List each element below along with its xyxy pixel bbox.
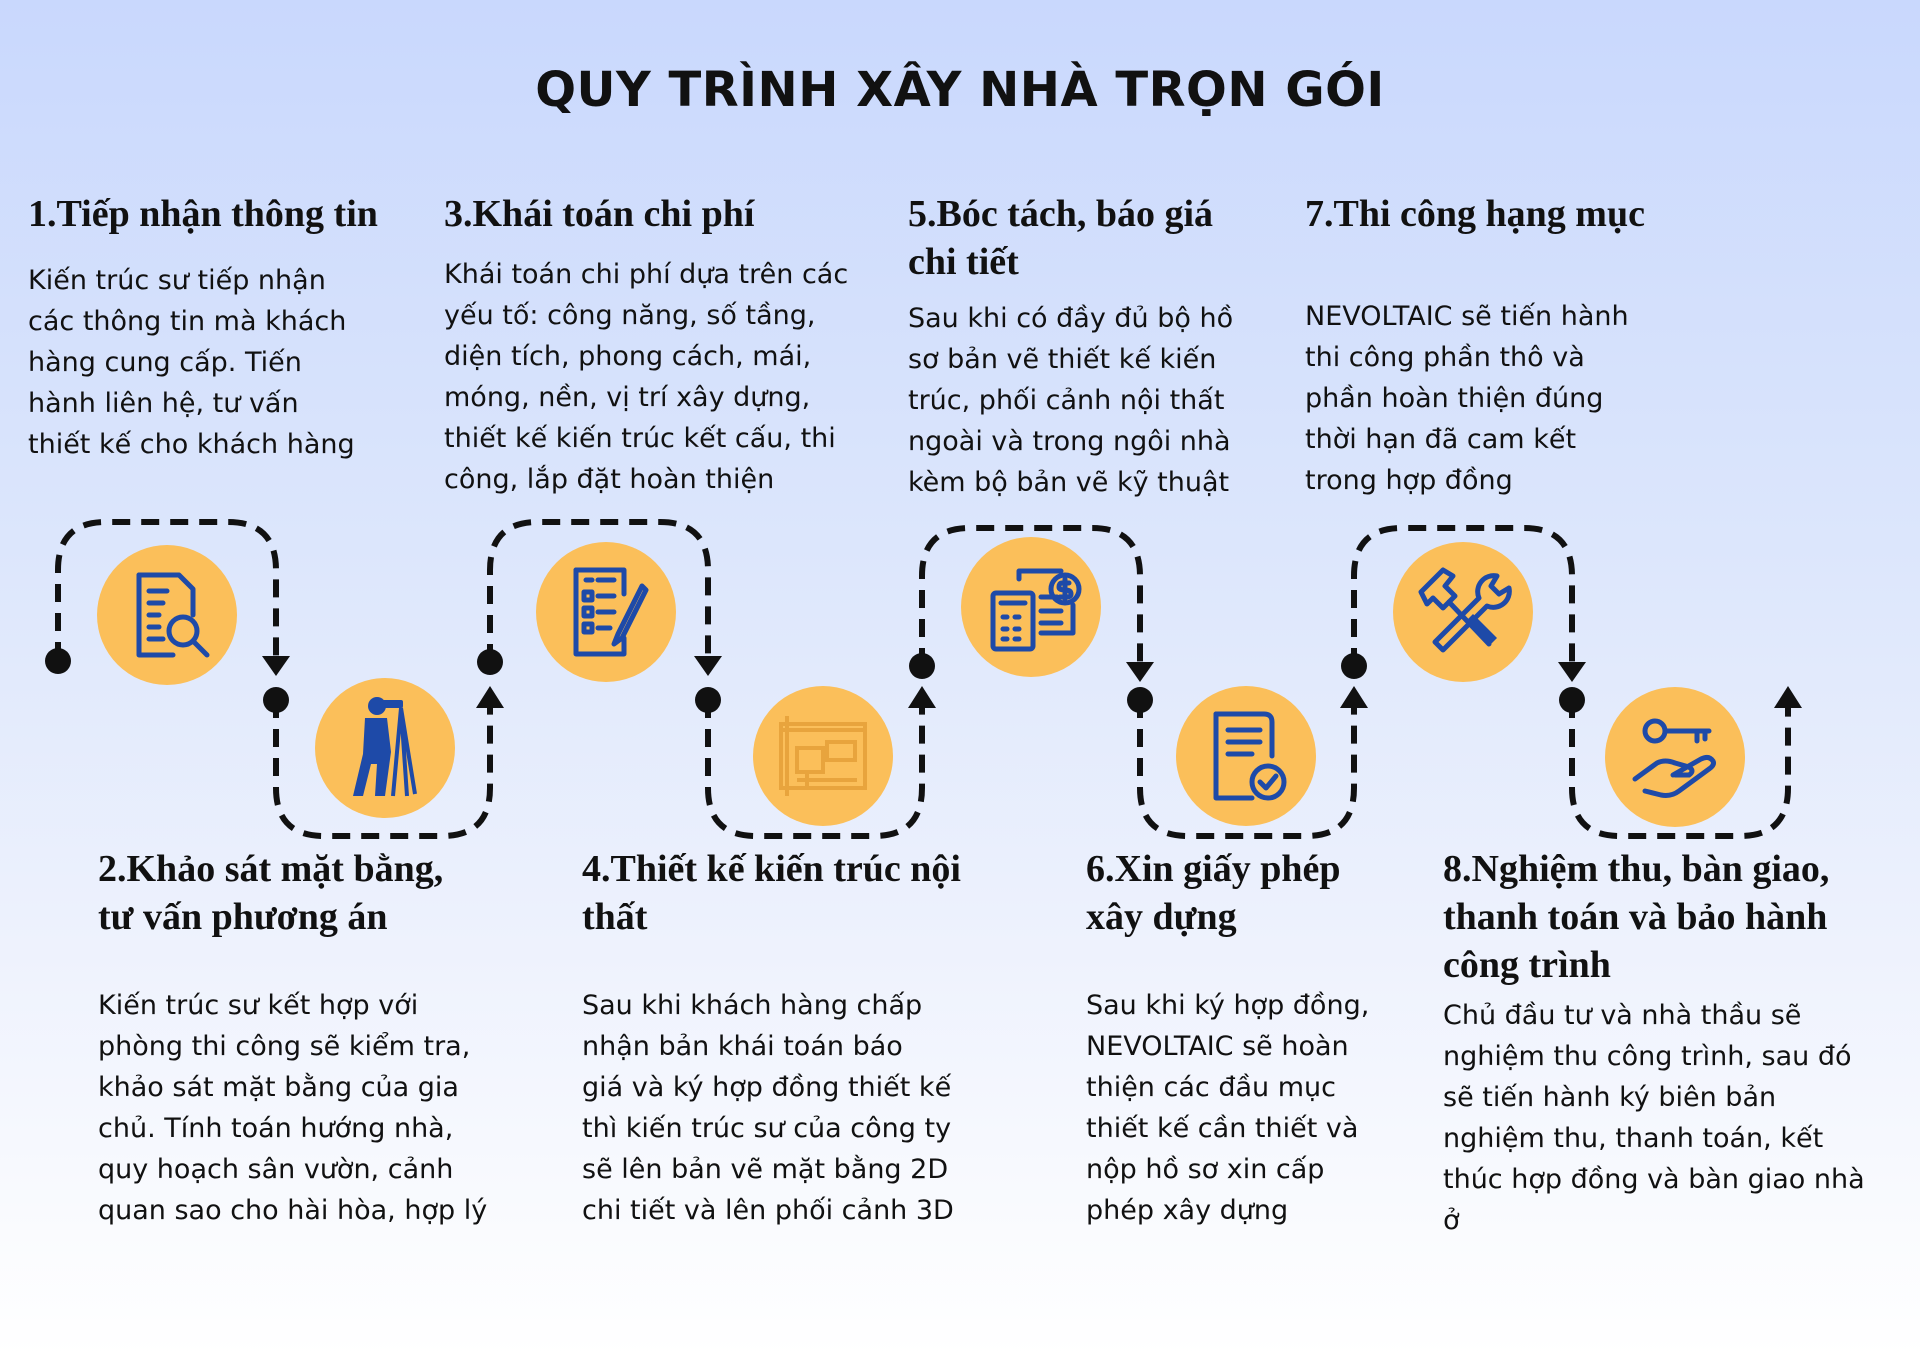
step-description: Sau khi ký hợp đồng, NEVOLTAIC sẽ hoàn thiện các đầu mục thiết kế cần thiết và nộp hồ sơ xin cấp phép xây dựng	[1086, 990, 1370, 1226]
flow-node	[477, 649, 503, 675]
calculator-invoice-icon	[961, 537, 1101, 677]
step-title: 6.Xin giấy phép xây dựng	[1086, 848, 1341, 938]
step-description: Chủ đầu tư và nhà thầu sẽ nghiệm thu công trình, sau đó sẽ tiến hành ký biên bản nghiệm thu, thanh toán, kết thúc hợp đồng và bàn giao nhà ở	[1443, 1000, 1865, 1236]
page-title: QUY TRÌNH XÂY NHÀ TRỌN GÓI	[535, 62, 1385, 118]
step-title: 5.Bóc tách, báo giá chi tiết	[908, 193, 1214, 283]
flow-node	[45, 648, 71, 674]
step-title: 7.Thi công hạng mục	[1305, 193, 1645, 235]
blueprint-icon	[753, 686, 893, 826]
document-search-icon	[97, 545, 237, 685]
hammer-wrench-icon	[1393, 542, 1533, 682]
step-title: 1.Tiếp nhận thông tin	[28, 193, 378, 235]
step-description: Sau khi có đầy đủ bộ hồ sơ bản vẽ thiết kế kiến trúc, phối cảnh nội thất ngoài và trong ngôi nhà kèm bộ bản vẽ kỹ thuật	[908, 303, 1234, 498]
step-description: Kiến trúc sư kết hợp với phòng thi công sẽ kiểm tra, khảo sát mặt bằng của gia chủ. Tính toán hướng nhà, quy hoạch sân vườn, cảnh quan sao cho hài hòa, hợp lý	[98, 990, 488, 1226]
step-title: 2.Khảo sát mặt bằng, tư vấn phương án	[98, 848, 444, 938]
flow-node	[1341, 653, 1367, 679]
arrow-down-icon	[262, 656, 290, 676]
arrow-down-icon	[1126, 662, 1154, 682]
key-hand-icon	[1605, 687, 1745, 827]
flow-node	[695, 687, 721, 713]
arrow-up-icon	[1340, 686, 1368, 708]
flow-node	[263, 687, 289, 713]
step-title: 4.Thiết kế kiến trúc nội thất	[582, 848, 961, 938]
step-description: NEVOLTAIC sẽ tiến hành thi công phần thô và phần hoàn thiện đúng thời hạn đã cam kết trong hợp đồng	[1305, 301, 1629, 496]
flow-node	[1127, 687, 1153, 713]
step-description: Khái toán chi phí dựa trên các yếu tố: công năng, số tầng, diện tích, phong cách, mái, móng, nền, vị trí xây dựng, thiết kế kiến trúc kết cấu, thi công, lắp đặt hoàn thiện	[444, 259, 849, 495]
step-description: Kiến trúc sư tiếp nhận các thông tin mà khách hàng cung cấp. Tiến hành liên hệ, tư vấn thiết kế cho khách hàng	[28, 265, 355, 460]
checklist-icon	[536, 542, 676, 682]
surveyor-icon	[315, 678, 455, 818]
step-title: 3.Khái toán chi phí	[444, 193, 755, 235]
arrow-down-icon	[694, 656, 722, 676]
approved-document-icon	[1176, 686, 1316, 826]
flow-node	[1559, 687, 1585, 713]
flow-node	[909, 653, 935, 679]
arrow-up-icon	[476, 686, 504, 708]
step-description: Sau khi khách hàng chấp nhận bản khái toán báo giá và ký hợp đồng thiết kế thì kiến trúc sư của công ty sẽ lên bản vẽ mặt bằng 2D chi tiết và lên phối cảnh 3D	[582, 990, 954, 1226]
step-title: 8.Nghiệm thu, bàn giao, thanh toán và bảo hành công trình	[1443, 848, 1830, 986]
arrow-up-icon	[1774, 686, 1802, 708]
arrow-up-icon	[908, 686, 936, 708]
arrow-down-icon	[1558, 662, 1586, 682]
